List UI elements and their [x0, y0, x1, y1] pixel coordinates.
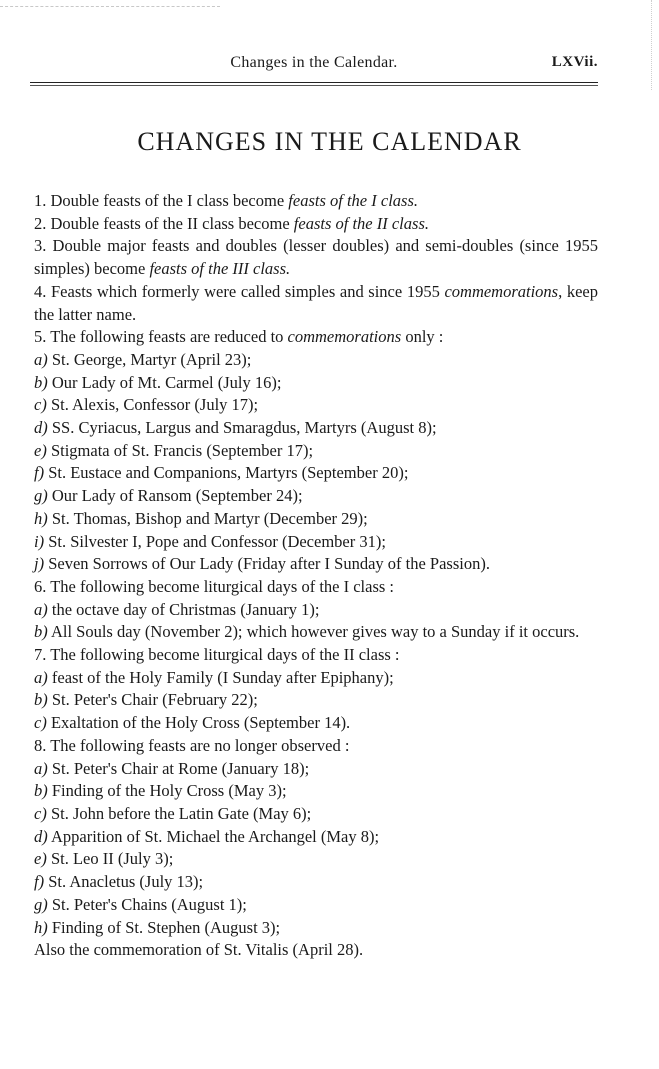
italic-text: i) — [34, 531, 45, 551]
italic-text: a) — [34, 667, 48, 687]
list-item — [30, 485, 598, 508]
text-run: Also the commemoration of St. Vitalis (April 28). — [34, 940, 364, 960]
text-run: 5. The following feasts are reduced to — [34, 327, 288, 347]
list-item — [30, 553, 598, 576]
text-run: the octave day of Christmas (January 1); — [47, 599, 320, 619]
italic-text: c) — [34, 713, 47, 733]
italic-text: h) — [34, 508, 48, 528]
italic-text: b) — [34, 690, 48, 710]
text-run: St. Silvester I, Pope and Confessor (December 31); — [44, 531, 386, 551]
list-item — [30, 689, 598, 712]
numbered-paragraph — [30, 576, 598, 599]
page-number: LXVii. — [551, 54, 598, 70]
numbered-paragraph — [30, 326, 598, 349]
italic-text: feasts of the I class. — [288, 191, 418, 210]
page-title: CHANGES IN THE CALENDAR — [137, 127, 522, 156]
list-item — [30, 826, 598, 849]
text-run: Exaltation of the Holy Cross (September 14). — [46, 713, 351, 733]
list-item — [30, 417, 598, 440]
text-run: 7. The following become liturgical days of the II class : — [34, 645, 400, 665]
text-run: 1. Double feasts of the I class become — [34, 191, 289, 210]
list-item — [30, 803, 598, 826]
text-run: Stigmata of St. Francis (September 17); — [46, 440, 314, 460]
numbered-paragraph — [30, 735, 598, 758]
list-item — [30, 894, 598, 917]
text-run: Finding of St. Stephen (August 3); — [47, 917, 281, 937]
text-run: St. George, Martyr (April 23); — [47, 349, 252, 369]
list-item — [30, 462, 598, 485]
text-run: St. Peter's Chains (August 1); — [47, 894, 247, 914]
numbered-paragraph — [30, 644, 598, 667]
italic-text: d) — [34, 418, 48, 438]
italic-text: e) — [34, 849, 47, 869]
italic-text: a) — [34, 349, 48, 369]
text-run: St. Alexis, Confessor (July 17); — [46, 395, 259, 415]
text-run: Our Lady of Mt. Carmel (July 16); — [47, 372, 282, 392]
italic-text: commemorations — [287, 327, 402, 347]
header-rule — [30, 82, 598, 83]
italic-text: a) — [34, 599, 48, 619]
header-rule-secondary — [30, 85, 598, 86]
list-item — [30, 758, 598, 781]
list-item — [30, 780, 598, 803]
text-run: St. Eustace and Companions, Martyrs (September 20); — [44, 463, 409, 483]
text-run: St. Thomas, Bishop and Martyr (December 29); — [47, 508, 368, 528]
italic-text: feasts of the III class. — [149, 259, 291, 279]
text-run: 8. The following feasts are no longer observed : — [34, 735, 350, 755]
list-item — [30, 939, 598, 962]
list-item — [30, 372, 598, 395]
scan-edge-mark — [651, 0, 653, 90]
italic-text: e) — [34, 440, 47, 460]
italic-text: g) — [34, 486, 48, 506]
numbered-paragraph — [30, 235, 598, 280]
list-item — [30, 508, 598, 531]
italic-text: b) — [34, 372, 48, 392]
list-item — [30, 349, 598, 372]
text-run: Finding of the Holy Cross (May 3); — [47, 781, 287, 801]
italic-text: h) — [34, 917, 48, 937]
italic-text: commemorations — [444, 281, 559, 301]
numbered-paragraph — [30, 281, 598, 326]
italic-text: c) — [34, 803, 47, 823]
numbered-paragraph — [30, 190, 598, 213]
text-run: Seven Sorrows of Our Lady (Friday after I Sunday of the Passion). — [44, 554, 490, 574]
text-run: 4. Feasts which formerly were called simples and since 1955 — [34, 281, 445, 301]
text-run: feast of the Holy Family (I Sunday after Epiphany); — [47, 667, 394, 687]
list-item — [30, 531, 598, 554]
italic-text: b) — [34, 622, 48, 642]
document-body — [30, 190, 598, 962]
list-item — [30, 848, 598, 871]
text-run: 6. The following become liturgical days of the I class : — [34, 576, 395, 596]
text-run: only : — [401, 327, 444, 347]
list-item — [30, 917, 598, 940]
text-run: St. Anacletus (July 13); — [44, 872, 204, 892]
list-item — [30, 440, 598, 463]
text-run: St. Leo II (July 3); — [46, 849, 174, 869]
text-run: St. Peter's Chair (February 22); — [47, 690, 258, 710]
text-run: , keep the latter name. — [34, 281, 598, 324]
list-item — [30, 712, 598, 735]
list-item — [30, 599, 598, 622]
list-item — [30, 621, 598, 644]
list-item — [30, 667, 598, 690]
italic-text: b) — [34, 781, 48, 801]
text-run: SS. Cyriacus, Largus and Smaragdus, Martyrs (August 8); — [47, 418, 437, 438]
italic-text: c) — [34, 395, 47, 415]
text-run: All Souls day (November 2); which however gives way to a Sunday if it occurs. — [47, 622, 580, 642]
numbered-paragraph — [30, 213, 598, 236]
italic-text: j) — [34, 554, 45, 574]
italic-text: a) — [34, 758, 48, 778]
running-head — [30, 54, 598, 80]
scan-artifact-line — [0, 6, 220, 8]
italic-text: f) — [34, 463, 45, 483]
italic-text: g) — [34, 894, 48, 914]
italic-text: feasts of the II class. — [293, 213, 429, 233]
list-item — [30, 871, 598, 894]
italic-text: f) — [34, 872, 45, 892]
text-run: St. John before the Latin Gate (May 6); — [46, 803, 312, 823]
text-run: St. Peter's Chair at Rome (January 18); — [47, 758, 310, 778]
italic-text: d) — [34, 826, 48, 846]
running-title: Changes in the Calendar. — [230, 54, 398, 71]
list-item — [30, 394, 598, 417]
text-run: 2. Double feasts of the II class become — [34, 213, 294, 233]
text-run: Apparition of St. Michael the Archangel (May 8); — [47, 826, 380, 846]
text-run: 3. Double major feasts and doubles (lesser doubles) and semi-doubles (since 1955 simples) become — [34, 236, 598, 279]
text-run: Our Lady of Ransom (September 24); — [47, 486, 303, 506]
